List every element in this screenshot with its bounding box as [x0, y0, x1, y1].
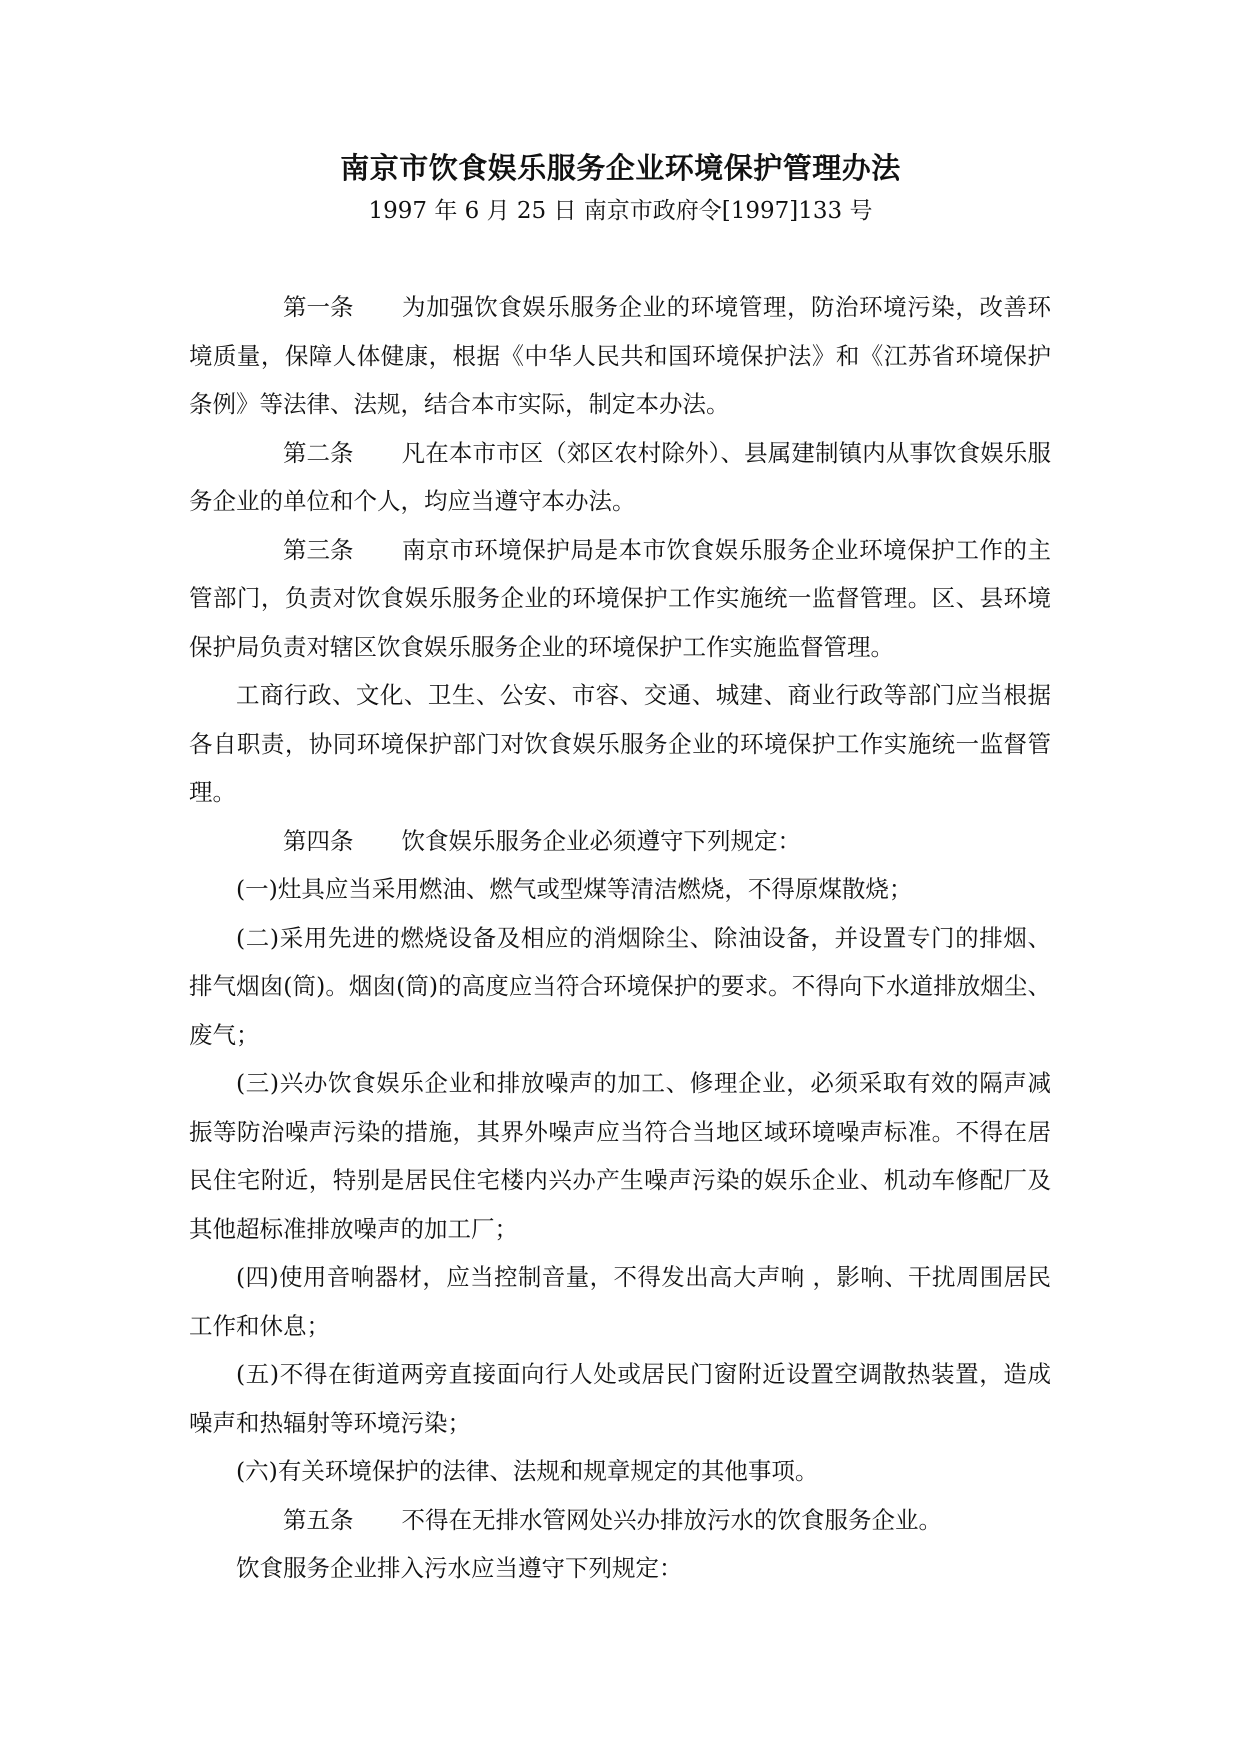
article-number: 第一条: [283, 293, 354, 321]
paragraph: [189, 1496, 1051, 1545]
paragraph-text: (四)使用音响器材，应当控制音量，不得发出高大声响 ，影响、干扰周围居民工作和休息；: [189, 1263, 1051, 1340]
paragraph: [189, 671, 1051, 817]
paragraph-text: (一)灶具应当采用燃油、燃气或型煤等清洁燃烧，不得原煤散烧；: [236, 875, 913, 903]
paragraph-text: 南京市环境保护局是本市饮食娱乐服务企业环境保护工作的主管部门，负责对饮食娱乐服务企业的环境保护工作实施统一监督管理。区、县环境保护局负责对辖区饮食娱乐服务企业的环境保护工作实施监督管理。: [189, 535, 1051, 661]
paragraph-text: 饮食服务企业排入污水应当遵守下列规定：: [236, 1554, 683, 1582]
paragraph: [189, 914, 1051, 1060]
paragraph-text: (二)采用先进的燃烧设备及相应的消烟除尘、除油设备，并设置专门的排烟、排气烟囱(筒)。烟囱(筒)的高度应当符合环境保护的要求。不得向下水道排放烟尘、废气；: [189, 923, 1051, 1049]
article-number: 第五条: [283, 1505, 354, 1534]
document-body: [189, 283, 1051, 1593]
paragraph: [189, 526, 1051, 672]
document-subtitle: 1997 年 6 月 25 日 南京市政府令[1997]133 号: [368, 198, 873, 224]
article-number: 第四条: [283, 826, 354, 855]
paragraph: [189, 817, 1051, 866]
paragraph-text: 凡在本市市区（郊区农村除外）、县属建制镇内从事饮食娱乐服务企业的单位和个人，均应当遵守本办法。: [189, 438, 1051, 515]
paragraph-text: (五)不得在街道两旁直接面向行人处或居民门窗附近设置空调散热装置，造成噪声和热辐射等环境污染；: [189, 1360, 1051, 1437]
paragraph-text: 工商行政、文化、卫生、公安、市容、交通、城建、商业行政等部门应当根据各自职责，协同环境保护部门对饮食娱乐服务企业的环境保护工作实施统一监督管理。: [189, 681, 1051, 806]
paragraph: [189, 1059, 1051, 1253]
paragraph-text: (三)兴办饮食娱乐企业和排放噪声的加工、修理企业，必须采取有效的隔声减振等防治噪声污染的措施，其界外噪声应当符合当地区域环境噪声标准。不得在居民住宅附近，特别是居民住宅楼内兴办产生噪声污染的娱乐企业、机动车修配厂及其他超标准排放噪声的加工厂；: [189, 1069, 1051, 1243]
paragraph: [189, 429, 1051, 526]
paragraph: [189, 1253, 1051, 1350]
paragraph-text: 饮食娱乐服务企业必须遵守下列规定：: [401, 826, 801, 855]
paragraph-text: (六)有关环境保护的法律、法规和规章规定的其他事项。: [236, 1457, 819, 1485]
article-number: 第三条: [283, 535, 354, 564]
paragraph: [189, 283, 1051, 429]
paragraph: [189, 1350, 1051, 1447]
paragraph: [189, 1447, 1051, 1496]
paragraph-text: 不得在无排水管网处兴办排放污水的饮食服务企业。: [401, 1505, 942, 1534]
article-number: 第二条: [283, 438, 354, 467]
paragraph: [189, 1544, 1051, 1593]
document-title: 南京市饮食娱乐服务企业环境保护管理办法: [340, 151, 901, 185]
paragraph-text: 为加强饮食娱乐服务企业的环境管理，防治环境污染，改善环境质量，保障人体健康，根据《中华人民共和国环境保护法》和《江苏省环境保护条例》等法律、法规，结合本市实际，制定本办法。: [189, 293, 1051, 418]
paragraph: [189, 865, 1051, 914]
